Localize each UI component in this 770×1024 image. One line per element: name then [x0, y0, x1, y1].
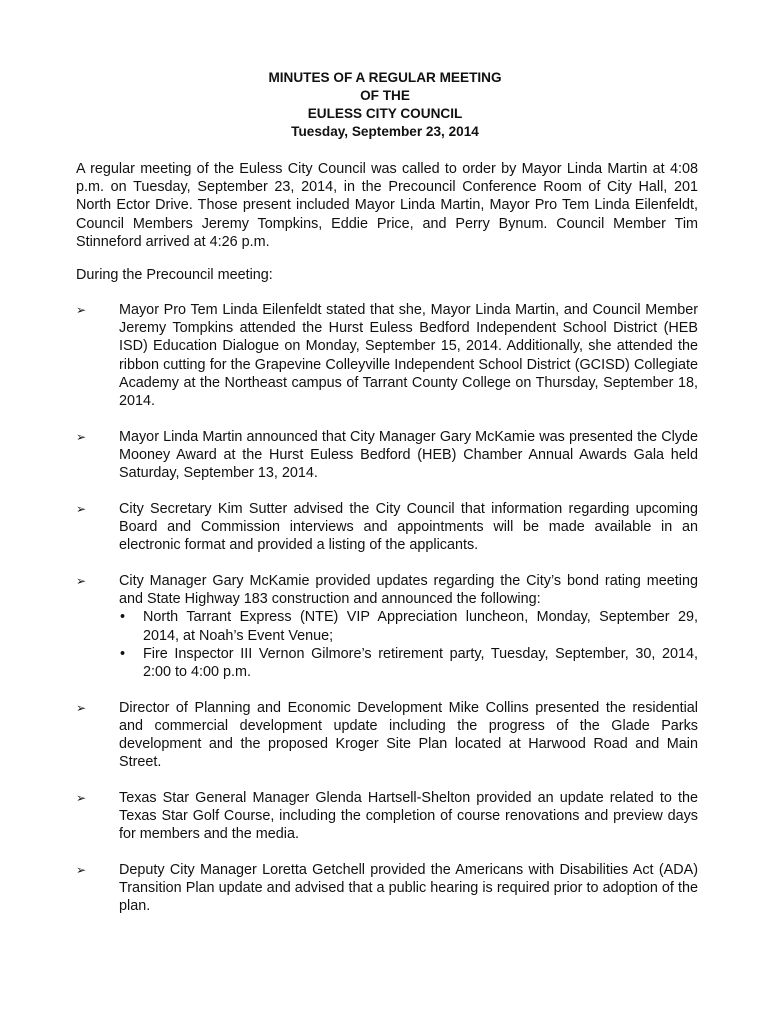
arrow-bullet-icon: ➢ [76, 700, 87, 715]
list-item [76, 699, 698, 772]
list-item [76, 789, 698, 844]
bullet-dot-icon: • [120, 645, 126, 662]
header-title: MINUTES OF A REGULAR MEETING [268, 70, 502, 85]
list-item [76, 500, 698, 555]
list-item-text: Mayor Pro Tem Linda Eilenfeldt stated that she, Mayor Linda Martin, and Council Member Jeremy Tompkins attended the Hurst Euless Bedford Independent School District (HEB ISD) Education Dialogue on Monday, September 15, 2014. Additionally, she attended the ribbon cutting for the Grapevine Colleyville Independent School District (GCISD) Collegiate Academy at the Northeast campus of Tarrant County College on Thursday, September 18, 2014. [119, 302, 698, 410]
list-item [76, 301, 698, 410]
header-meeting-date: Tuesday, September 23, 2014 [291, 124, 479, 139]
sub-list-item-text: North Tarrant Express (NTE) VIP Appreciation luncheon, Monday, September 29, 2014, at Noah’s Event Venue; [143, 609, 698, 644]
intro-paragraph: A regular meeting of the Euless City Council was called to order by Mayor Linda Martin at 4:08 p.m. on Tuesday, September 23, 2014, in the Precouncil Conference Room of City Hall, 201 North Ector Drive. Those present included Mayor Linda Martin, Mayor Pro Tem Linda Eilenfeldt, Council Members Jeremy Tompkins, Eddie Price, and Perry Bynum. Council Member Tim Stinneford arrived at 4:26 p.m. [76, 161, 698, 250]
bullet-dot-icon: • [120, 609, 126, 626]
list-item-text: Mayor Linda Martin announced that City Manager Gary McKamie was presented the Clyde Mooney Award at the Hurst Euless Bedford (HEB) Chamber Annual Awards Gala held Saturday, September 13, 2014. [119, 428, 698, 482]
arrow-bullet-icon: ➢ [76, 573, 87, 588]
list-item-text: Director of Planning and Economic Development Mike Collins presented the residential and commercial development update including the progress of the Glade Parks development and the proposed Kroger Site Plan located at Harwood Road and Main Street. [119, 699, 698, 771]
sub-list-item-text: Fire Inspector III Vernon Gilmore’s retirement party, Tuesday, September, 30, 2014, 2:00 to 4:00 p.m. [143, 645, 698, 680]
arrow-bullet-icon: ➢ [76, 501, 87, 516]
list-item [76, 572, 698, 681]
list-item-text: City Manager Gary McKamie provided updates regarding the City’s bond rating meeting and State Highway 183 construction and announced the following: [119, 572, 698, 608]
arrow-bullet-icon: ➢ [76, 863, 87, 878]
arrow-bullet-icon: ➢ [76, 790, 87, 805]
arrow-bullet-icon: ➢ [76, 429, 87, 444]
list-item-text: Deputy City Manager Loretta Getchell provided the Americans with Disabilities Act (ADA) Transition Plan update and advised that a public hearing is required prior to adoption of the plan. [119, 862, 698, 915]
list-item-text: Texas Star General Manager Glenda Hartsell-Shelton provided an update related to the Texas Star Golf Course, including the completion of course renovations and preview days for members and the media. [119, 789, 698, 843]
document-header [0, 69, 770, 141]
list-item [76, 428, 698, 483]
sub-bullet-list [119, 608, 698, 681]
precouncil-items-list [76, 301, 698, 933]
sub-list-item [119, 645, 698, 681]
list-item-text: City Secretary Kim Sutter advised the City Council that information regarding upcoming Board and Commission interviews and appointments will be made available in an electronic format and provided a listing of the applicants. [119, 500, 698, 554]
list-item [76, 861, 698, 916]
arrow-bullet-icon: ➢ [76, 303, 87, 317]
precouncil-heading: During the Precouncil meeting: [76, 267, 273, 283]
header-of-the: OF THE [360, 88, 410, 103]
sub-list-item [119, 608, 698, 644]
header-council-name: EULESS CITY COUNCIL [307, 106, 463, 121]
